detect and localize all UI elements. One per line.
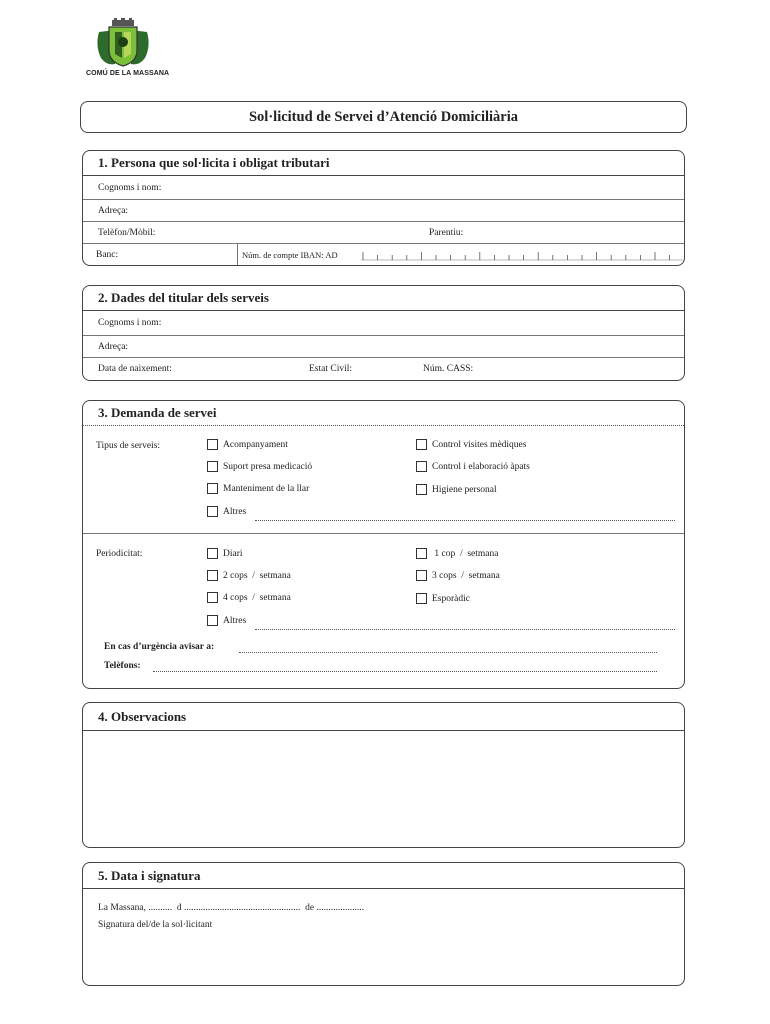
- label-surname: Cognoms i nom:: [98, 182, 162, 193]
- option-label: 3 cops / setmana: [432, 570, 500, 581]
- altres-types-line[interactable]: [255, 520, 675, 521]
- option-label: 1 cop / setmana: [432, 548, 499, 559]
- row-phone[interactable]: [83, 222, 684, 244]
- option-label: Altres: [223, 506, 247, 517]
- observations-area[interactable]: [83, 731, 684, 847]
- altres-period-line[interactable]: [255, 629, 675, 630]
- label-signature: Signatura del/de la sol·licitant: [98, 920, 213, 930]
- checkbox[interactable]: [207, 615, 218, 626]
- row-surname[interactable]: [83, 311, 684, 336]
- option-esporadic[interactable]: [416, 593, 470, 604]
- checkbox[interactable]: [416, 548, 427, 559]
- checkbox[interactable]: [207, 548, 218, 559]
- option-3-cops[interactable]: [416, 570, 500, 581]
- label-periodicity: Periodicitat:: [96, 549, 143, 559]
- urgent-contact-line[interactable]: [239, 652, 657, 653]
- option-label: Suport presa medicació: [223, 461, 313, 472]
- option-suport-medicacio[interactable]: [207, 461, 312, 472]
- checkbox[interactable]: [416, 439, 427, 450]
- option-label: Acompanyament: [223, 439, 288, 450]
- option-label: Altres: [223, 615, 247, 626]
- option-diari[interactable]: [207, 548, 243, 559]
- label-birth: Data de naixement:: [98, 364, 172, 374]
- divider: [83, 533, 684, 534]
- label-address: Adreça:: [98, 205, 129, 216]
- option-label: 2 cops / setmana: [223, 570, 291, 581]
- section-service-request: [82, 400, 685, 689]
- form-title: Sol·licitud de Servei d’Atenció Domiciliària: [80, 101, 687, 133]
- option-label: Esporàdic: [432, 593, 470, 604]
- checkbox[interactable]: [207, 483, 218, 494]
- label-relation: Parentiu:: [429, 227, 464, 238]
- row-address[interactable]: [83, 336, 684, 358]
- label-iban: Núm. de compte IBAN: AD: [242, 249, 338, 260]
- row-bank[interactable]: [83, 244, 684, 265]
- label-phone: Telèfon/Mòbil:: [98, 227, 156, 238]
- label-bank: Banc:: [96, 249, 119, 260]
- label-urgent-contact: En cas d’urgència avisar a:: [104, 642, 215, 652]
- checkbox[interactable]: [416, 484, 427, 495]
- option-manteniment-llar[interactable]: [207, 483, 309, 494]
- checkbox[interactable]: [207, 461, 218, 472]
- iban-digit-ticks: [361, 244, 683, 265]
- option-higiene[interactable]: [416, 484, 497, 495]
- label-phones: Telèfons:: [104, 661, 141, 671]
- option-label: Higiene personal: [432, 484, 497, 495]
- option-control-apats[interactable]: [416, 461, 530, 472]
- option-label: Manteniment de la llar: [223, 483, 310, 494]
- option-2-cops[interactable]: [207, 570, 291, 581]
- checkbox[interactable]: [207, 506, 218, 517]
- section-applicant: [82, 150, 685, 266]
- section-title: 2. Dades del titular dels serveis: [83, 286, 684, 311]
- row-birth[interactable]: [83, 358, 684, 380]
- section-title: 4. Observacions: [83, 703, 684, 731]
- org-name: COMÚ DE LA MASSANA: [86, 70, 170, 77]
- date-line[interactable]: La Massana, .......... d ................................................. de ....................: [98, 903, 364, 913]
- row-address[interactable]: [83, 200, 684, 222]
- option-4-cops[interactable]: [207, 592, 291, 603]
- section-title: 3. Demanda de servei: [83, 401, 684, 426]
- checkbox[interactable]: [207, 592, 218, 603]
- section-title: 1. Persona que sol·licita i obligat tributari: [83, 151, 684, 176]
- section-observations: [82, 702, 685, 848]
- label-civil: Estat Civil:: [309, 364, 353, 374]
- option-control-visites[interactable]: [416, 439, 526, 450]
- option-altres-types[interactable]: [207, 506, 246, 517]
- iban-cell[interactable]: [237, 244, 338, 265]
- section-title: 5. Data i signatura: [83, 863, 684, 889]
- label-address: Adreça:: [98, 341, 129, 352]
- option-1-cop[interactable]: [416, 548, 498, 559]
- checkbox[interactable]: [416, 593, 427, 604]
- label-service-types: Tipus de serveis:: [96, 441, 161, 451]
- option-label: Diari: [223, 548, 243, 559]
- option-label: Control visites mèdiques: [432, 439, 527, 450]
- checkbox[interactable]: [416, 461, 427, 472]
- checkbox[interactable]: [207, 570, 218, 581]
- option-acompanyament[interactable]: [207, 439, 288, 450]
- option-label: 4 cops / setmana: [223, 592, 291, 603]
- phones-line[interactable]: [153, 671, 657, 672]
- logo: [86, 18, 170, 77]
- option-label: Control i elaboració àpats: [432, 461, 530, 472]
- section-beneficiary: [82, 285, 685, 381]
- label-cass: Núm. CASS:: [423, 364, 474, 374]
- row-surname[interactable]: [83, 176, 684, 200]
- checkbox[interactable]: [416, 570, 427, 581]
- coat-of-arms-icon: [95, 18, 151, 68]
- option-altres-period[interactable]: [207, 615, 246, 626]
- section-date-signature: [82, 862, 685, 986]
- checkbox[interactable]: [207, 439, 218, 450]
- label-surname: Cognoms i nom:: [98, 318, 162, 328]
